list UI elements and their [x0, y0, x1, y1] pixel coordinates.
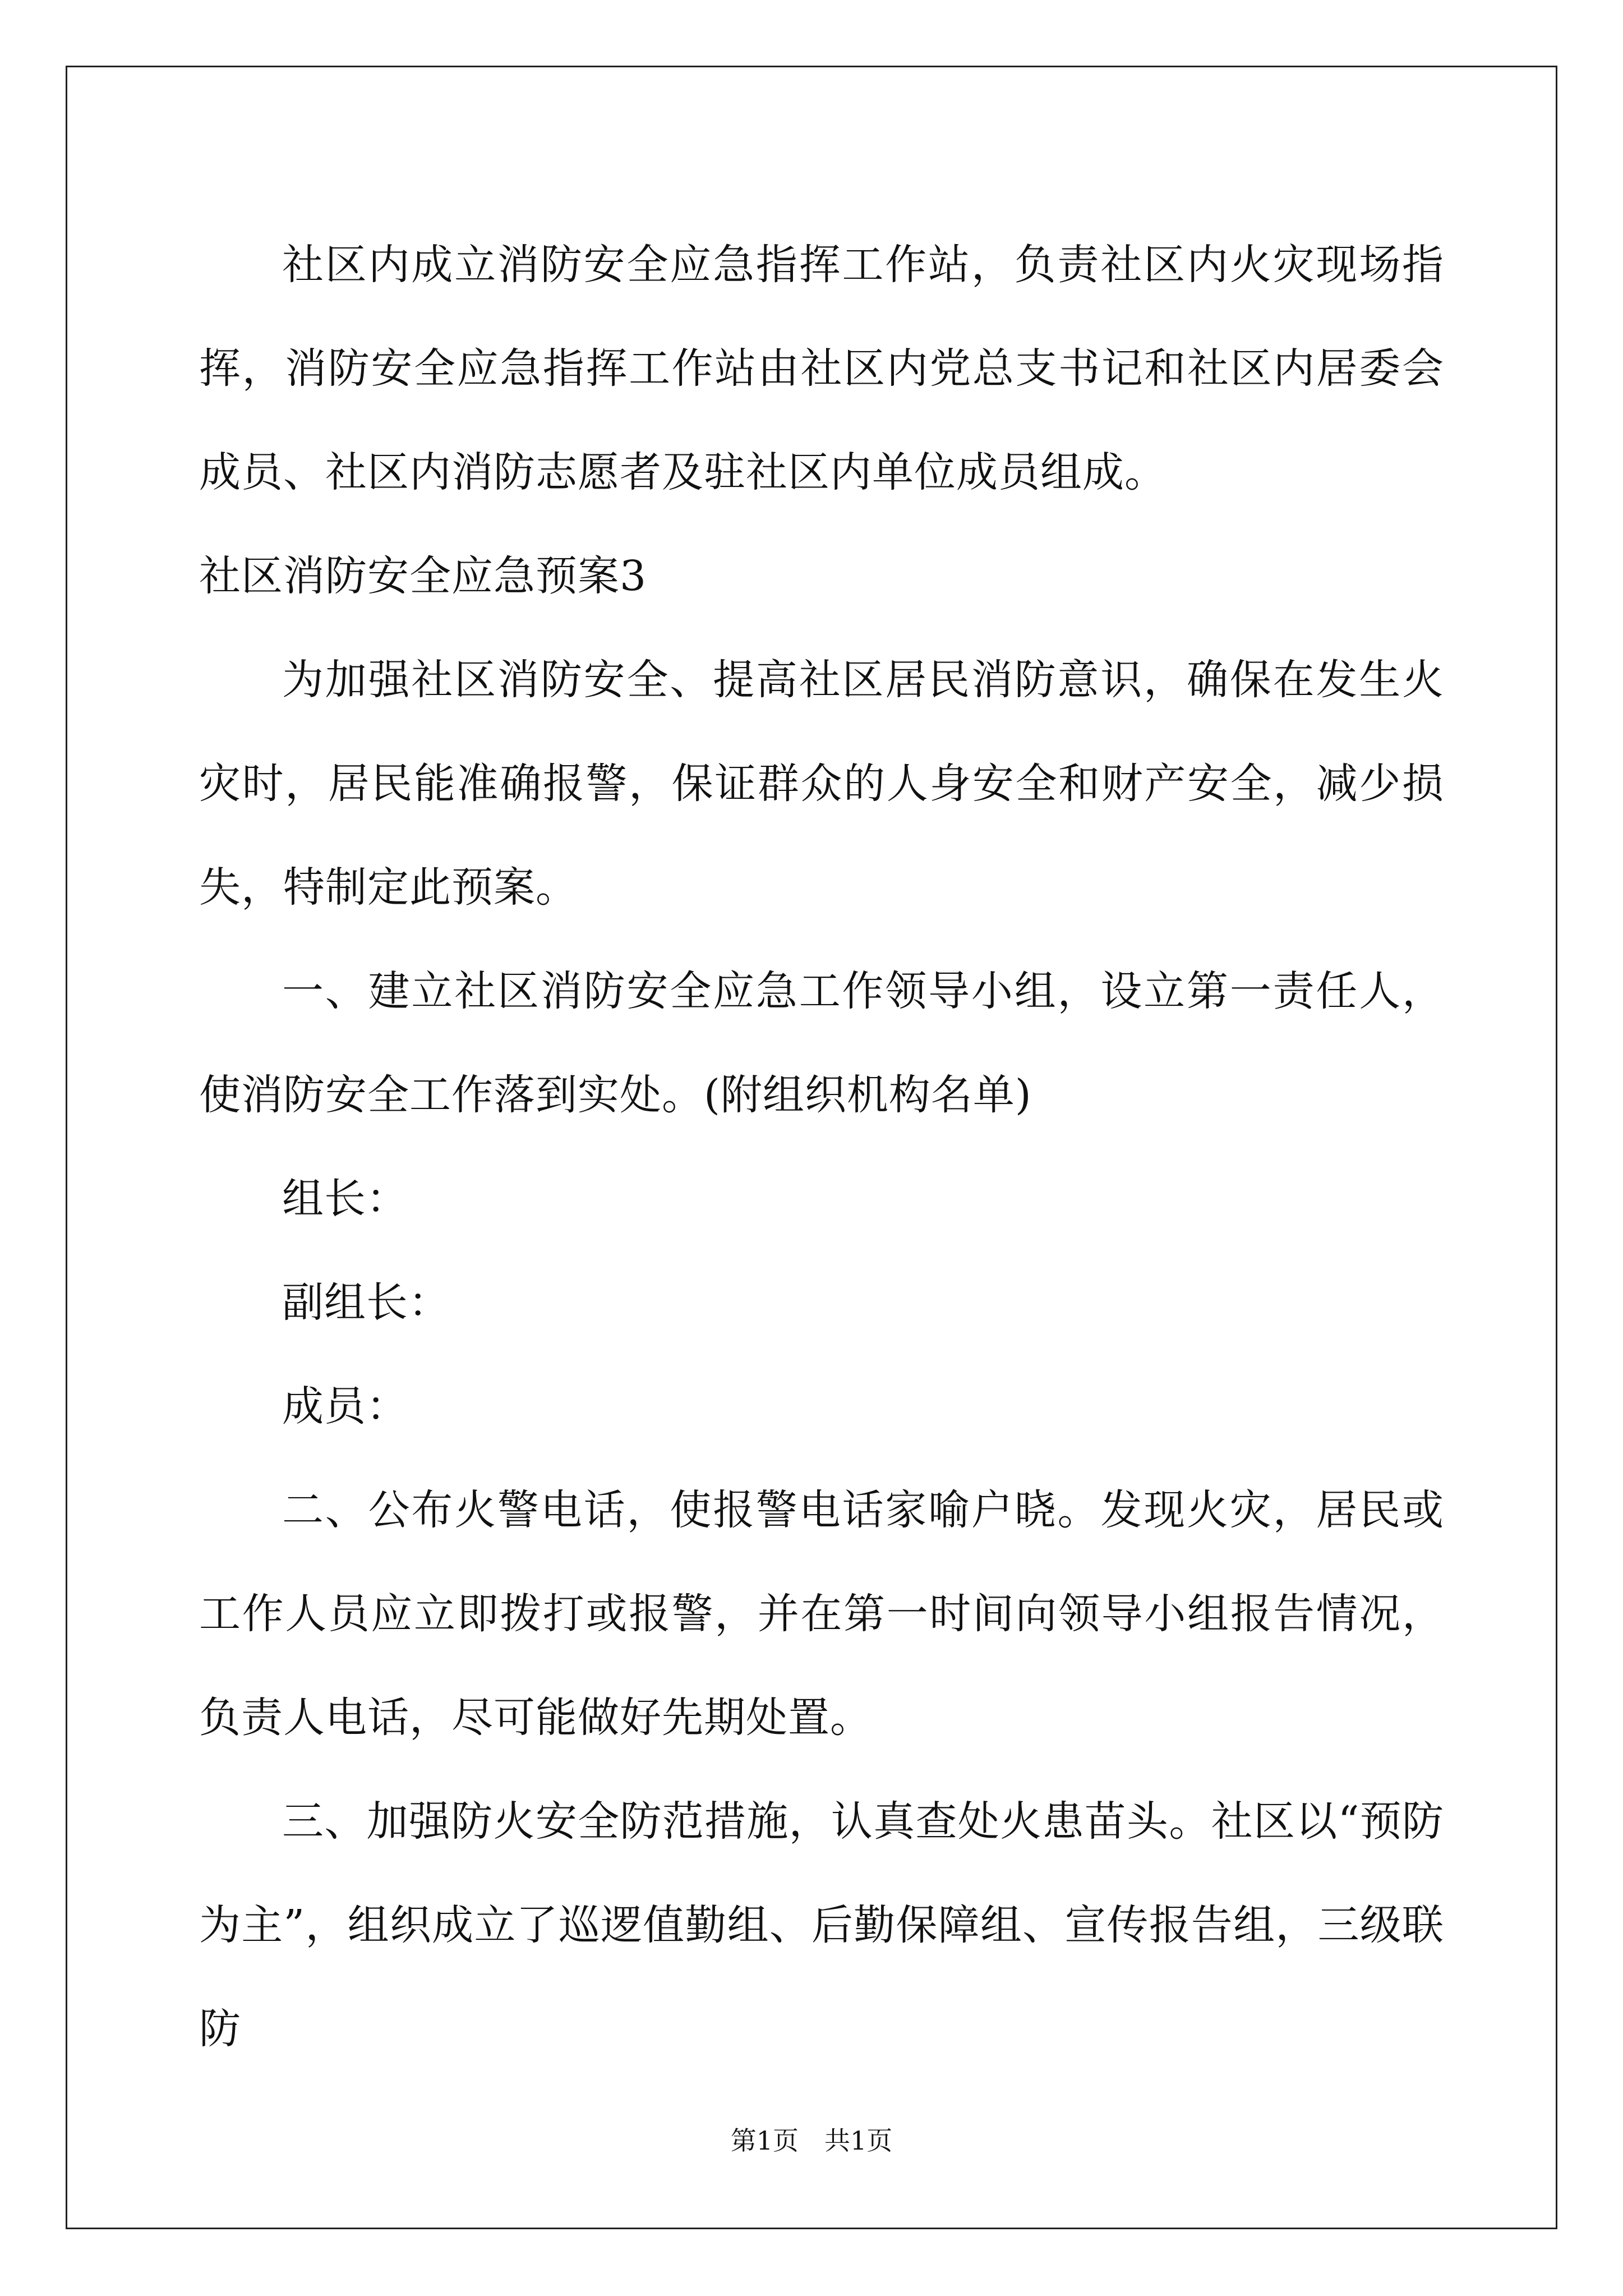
paragraph-item-two: 二、公布火警电话，使报警电话家喻户晓。发现火灾，居民或工作人员应立即拨打或报警，并在第一时间向领导小组报告情况，负责人电话，尽可能做好先期处置。: [199, 1486, 1444, 1742]
label-deputy-leader: 副组长：: [282, 1278, 450, 1327]
paragraph-command-station: 社区内成立消防安全应急指挥工作站，负责社区内火灾现场指挥，消防安全应急指挥工作站由社区内党总支书记和社区内居委会成员、社区内消防志愿者及驻社区内单位成员组成。: [199, 241, 1444, 496]
label-team-leader: 组长：: [282, 1175, 408, 1223]
section-heading: 社区消防安全应急预案3: [199, 552, 647, 600]
paragraph-item-one: 一、建立社区消防安全应急工作领导小组，设立第一责任人，使消防安全工作落到实处。(附组织机构名单): [199, 967, 1444, 1119]
paragraph-item-three: 三、加强防火安全防范措施，认真查处火患苗头。社区以“预防为主”，组织成立了巡逻值勤组、后勤保障组、宣传报告组，三级联防: [199, 1797, 1444, 2053]
paragraph-purpose: 为加强社区消防安全、提高社区居民消防意识，确保在发生火灾时，居民能准确报警，保证群众的人身安全和财产安全，减少损失，特制定此预案。: [199, 656, 1444, 912]
document-body: [199, 213, 1444, 2081]
page-footer: 第1页 共1页: [730, 2125, 893, 2156]
label-members: 成员：: [282, 1382, 408, 1430]
